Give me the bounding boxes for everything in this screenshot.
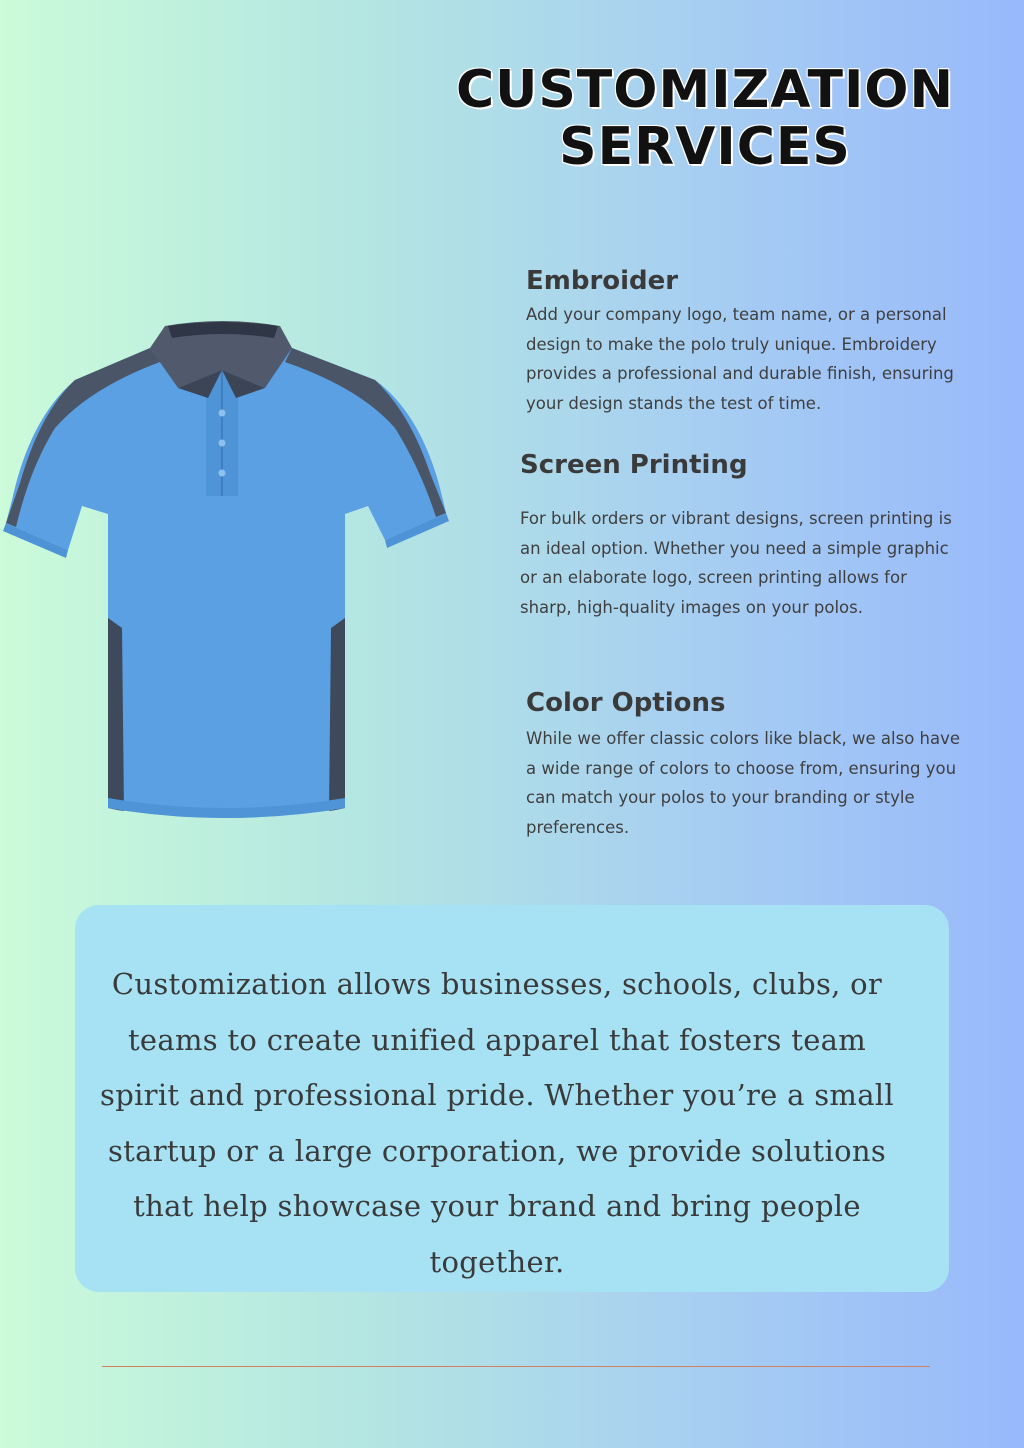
page-title-line1: CUSTOMIZATION <box>455 60 955 120</box>
section-body: Add your company logo, team name, or a personal design to make the polo truly unique. Embroidery provides a professional and durable finish, ensuring your design stands the test of time. <box>526 305 954 414</box>
section-body: For bulk orders or vibrant designs, screen printing is an ideal option. Whether you need a simple graphic or an elaborate logo, screen printing allows for sharp, high-quality images on your polos. <box>520 509 952 618</box>
footer-divider <box>102 1366 930 1367</box>
page-title <box>440 62 970 176</box>
quote-text: Customization allows businesses, schools, clubs, or teams to create unified apparel that fosters team spirit and professional pride. Whether you’re a small startup or a large corporation, we provide solutions that help showcase your brand and bring people together. <box>100 967 894 1279</box>
page-title-line2: SERVICES <box>559 117 851 177</box>
polo-shirt-icon <box>0 318 450 828</box>
quote-box <box>75 905 949 1292</box>
section-embroider <box>526 266 966 419</box>
section-color-options <box>526 688 966 843</box>
section-screen-printing <box>520 450 960 623</box>
section-heading: Color Options <box>526 688 726 718</box>
section-body: While we offer classic colors like black, we also have a wide range of colors to choose from, ensuring you can match your polos to your branding or style preferences. <box>526 729 961 838</box>
section-heading: Embroider <box>526 266 679 296</box>
section-heading: Screen Printing <box>520 450 748 480</box>
